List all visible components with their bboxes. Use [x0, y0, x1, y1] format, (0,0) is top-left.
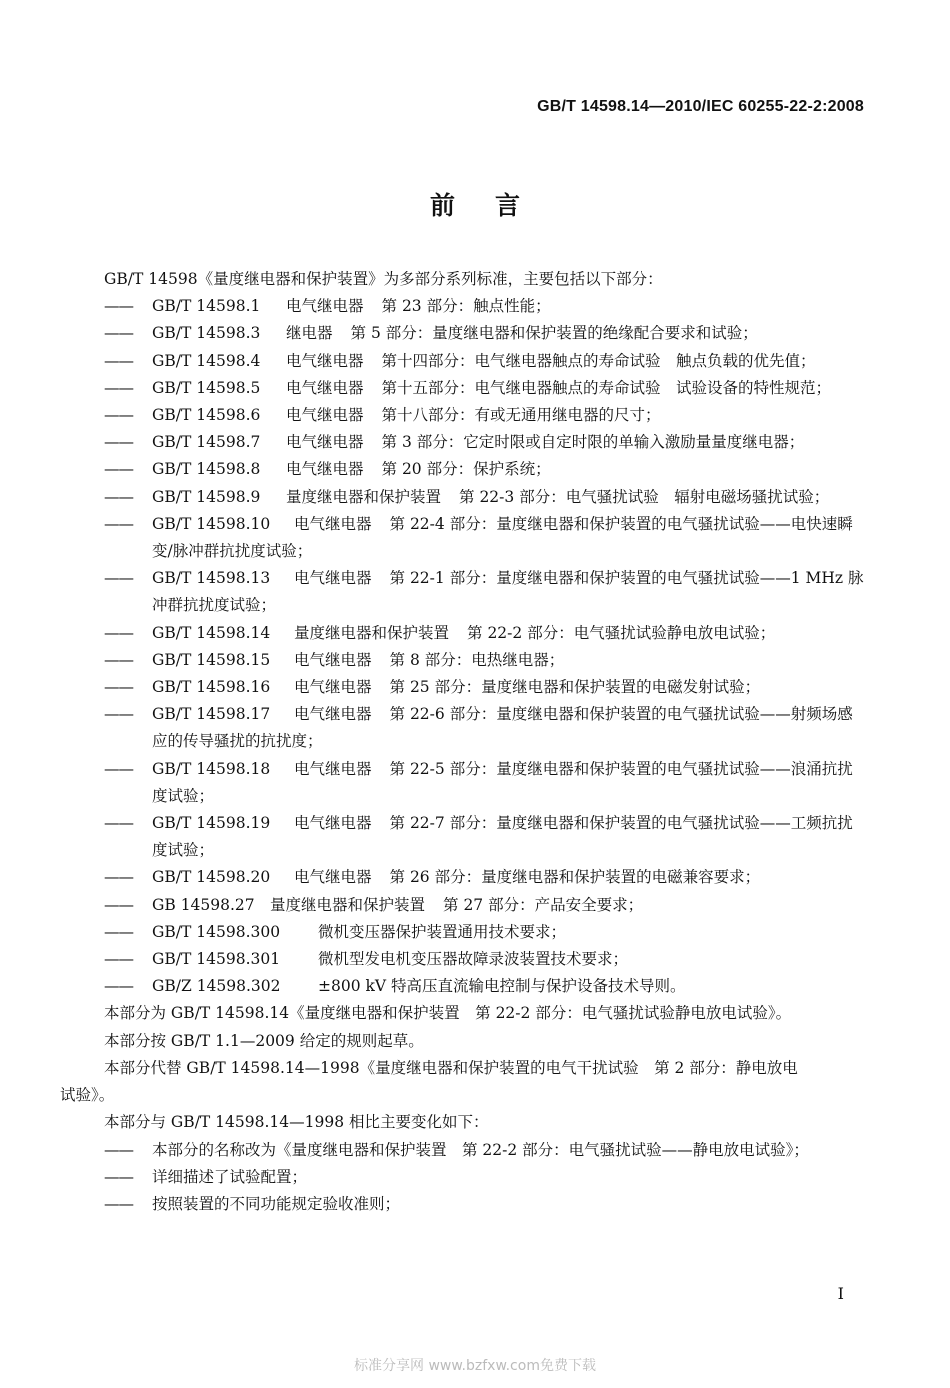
item-dash: —— — [104, 460, 133, 479]
list-item — [87, 375, 867, 402]
standard-name: 量度继电器和保护装置 — [294, 623, 450, 642]
standard-name: 继电器 — [286, 324, 333, 343]
list-item — [87, 892, 867, 919]
item-dash: —— — [104, 351, 133, 370]
list-item — [87, 320, 867, 347]
item-dash: —— — [104, 868, 133, 887]
item-dash: —— — [104, 297, 133, 316]
part-title: 第 3 部分：它定时限或自定时限的单输入激励量量度继电器； — [381, 433, 805, 452]
item-dash: —— — [104, 1167, 133, 1186]
list-item — [87, 429, 867, 456]
list-item — [87, 864, 867, 891]
standard-name: 电气继电器 — [286, 433, 364, 452]
replaces-paragraph-line1: 本部分代替 GB/T 14598.14—1998《量度继电器和保护装置的电气干扰试验 第 2 部分：静电放电 — [104, 1058, 798, 1077]
intro-paragraph: GB/T 14598《量度继电器和保护装置》为多部分系列标准，主要包括以下部分： — [104, 270, 663, 288]
item-text — [152, 647, 867, 674]
item-dash: —— — [104, 678, 133, 697]
standard-code: GB/T 14598.7 — [152, 433, 261, 452]
change-item — [87, 1191, 867, 1218]
changes-list — [87, 1137, 867, 1219]
part-title: 第 20 部分：保护系统； — [381, 460, 551, 479]
list-item — [87, 756, 867, 810]
standard-name: 量度继电器和保护装置 — [270, 895, 426, 914]
this-part-paragraph: 本部分为 GB/T 14598.14《量度继电器和保护装置 第 22-2 部分：电气骚扰试验静电放电试验》。 — [104, 1004, 792, 1023]
item-text — [152, 348, 867, 375]
item-dash: —— — [104, 1140, 133, 1159]
change-text: 本部分的名称改为《量度继电器和保护装置 第 22-2 部分：电气骚扰试验——静电放电试验》； — [152, 1140, 809, 1159]
part-title: 第 22-5 部分：量度继电器和保护装置的电气骚扰试验——浪涌抗扰度试验； — [152, 759, 853, 805]
page-title: 前言 — [429, 191, 560, 220]
item-text — [152, 892, 867, 919]
standard-code: GB/T 14598.8 — [152, 460, 261, 479]
part-title: 第 8 部分：电热继电器； — [389, 650, 565, 669]
standard-name: 电气继电器 — [294, 514, 372, 533]
part-title: 第十八部分：有或无通用继电器的尺寸； — [381, 406, 661, 425]
change-item — [87, 1137, 867, 1164]
standard-name: 电气继电器 — [286, 460, 364, 479]
standard-name: 电气继电器 — [286, 297, 364, 316]
item-text — [152, 375, 867, 402]
standard-code: GB/T 14598.14 — [152, 623, 271, 642]
standard-code: GB/T 14598.16 — [152, 678, 271, 697]
standard-code: GB/T 14598.4 — [152, 351, 261, 370]
standard-code: GB/T 14598.13 — [152, 569, 271, 588]
part-title: 第 22-2 部分：电气骚扰试验静电放电试验； — [467, 623, 776, 642]
list-item — [87, 484, 867, 511]
list-item — [87, 293, 867, 320]
list-item — [87, 348, 867, 375]
standard-code: GB/T 14598.18 — [152, 759, 271, 778]
standard-code: GB/T 14598.19 — [152, 814, 271, 833]
list-item — [87, 620, 867, 647]
standard-code: GB 14598.27 — [152, 895, 255, 914]
standard-name: 电气继电器 — [294, 569, 372, 588]
item-dash: —— — [104, 324, 133, 343]
part-title: 第 22-7 部分：量度继电器和保护装置的电气骚扰试验——工频抗扰度试验； — [152, 814, 853, 860]
item-dash: —— — [104, 650, 133, 669]
item-text — [152, 919, 867, 946]
part-title: 第 5 部分：量度继电器和保护装置的绝缘配合要求和试验； — [350, 324, 758, 343]
item-text — [152, 293, 867, 320]
standard-name: 电气继电器 — [294, 705, 372, 724]
part-title: ±800 kV 特高压直流输电控制与保护设备技术导则。 — [318, 977, 686, 996]
standard-name: 电气继电器 — [286, 378, 364, 397]
item-text — [152, 456, 867, 483]
item-dash: —— — [104, 1194, 133, 1213]
part-title: 第十五部分：电气继电器触点的寿命试验 试验设备的特性规范； — [381, 378, 832, 397]
list-item — [87, 919, 867, 946]
change-text: 按照装置的不同功能规定验收准则； — [152, 1194, 401, 1213]
part-title: 第 22-4 部分：量度继电器和保护装置的电气骚扰试验——电快速瞬变/脉冲群抗扰度试验； — [152, 514, 853, 561]
item-dash: —— — [104, 814, 133, 833]
standard-name: 电气继电器 — [286, 351, 364, 370]
item-text — [152, 320, 867, 347]
standard-code: GB/T 14598.20 — [152, 868, 271, 887]
item-text — [152, 620, 867, 647]
item-dash: —— — [104, 922, 133, 941]
changes-paragraph: 本部分与 GB/T 14598.14—1998 相比主要变化如下： — [104, 1113, 489, 1132]
standard-name: 电气继电器 — [294, 759, 372, 778]
item-dash: —— — [104, 759, 133, 778]
item-dash: —— — [104, 623, 133, 642]
item-text — [152, 810, 867, 864]
item-dash: —— — [104, 378, 133, 397]
item-text — [152, 402, 867, 429]
item-text — [152, 484, 867, 511]
standard-code: GB/T 14598.15 — [152, 650, 271, 669]
part-title: 第 22-6 部分：量度继电器和保护装置的电气骚扰试验——射频场感应的传导骚扰的抗扰度； — [152, 705, 853, 751]
item-text — [152, 973, 867, 1000]
standard-name: 电气继电器 — [286, 406, 364, 425]
drafting-paragraph: 本部分按 GB/T 1.1—2009 给定的规则起草。 — [104, 1031, 424, 1050]
item-dash: —— — [104, 487, 133, 506]
standard-name: 电气继电器 — [294, 650, 372, 669]
part-title: 第 22-3 部分：电气骚扰试验 辐射电磁场骚扰试验； — [459, 487, 830, 506]
page-number: I — [837, 1284, 844, 1303]
list-item — [87, 674, 867, 701]
item-text — [152, 429, 867, 456]
item-dash: —— — [104, 433, 133, 452]
item-dash: —— — [104, 705, 133, 724]
standard-code: GB/T 14598.9 — [152, 487, 261, 506]
item-text — [152, 511, 867, 565]
list-item — [87, 456, 867, 483]
standard-code: GB/T 14598.17 — [152, 705, 271, 724]
part-title: 第 23 部分：触点性能； — [381, 297, 551, 316]
item-dash: —— — [104, 977, 133, 996]
item-dash: —— — [104, 569, 133, 588]
part-title: 第 25 部分：量度继电器和保护装置的电磁发射试验； — [389, 678, 761, 697]
item-dash: —— — [104, 895, 133, 914]
item-dash: —— — [104, 406, 133, 425]
standard-name: 量度继电器和保护装置 — [286, 487, 442, 506]
list-item — [87, 973, 867, 1000]
standard-name: 电气继电器 — [294, 678, 372, 697]
list-item — [87, 402, 867, 429]
part-title: 第 27 部分：产品安全要求； — [443, 895, 644, 914]
item-text — [152, 756, 867, 810]
item-dash: —— — [104, 950, 133, 969]
part-title: 第 26 部分：量度继电器和保护装置的电磁兼容要求； — [389, 868, 761, 887]
list-item — [87, 647, 867, 674]
replaces-paragraph-line2: 试验》。 — [60, 1086, 115, 1105]
part-title: 微机变压器保护装置通用技术要求； — [318, 922, 567, 941]
list-item — [87, 701, 867, 755]
item-text — [152, 946, 867, 973]
standard-code: GB/T 14598.3 — [152, 324, 261, 343]
standard-code: GB/T 14598.5 — [152, 378, 261, 397]
standard-name: 电气继电器 — [294, 814, 372, 833]
item-text — [152, 701, 867, 755]
standard-name: 电气继电器 — [294, 868, 372, 887]
document-body — [60, 266, 867, 1218]
standard-code: GB/T 14598.6 — [152, 406, 261, 425]
part-title: 第十四部分：电气继电器触点的寿命试验 触点负载的优先值； — [381, 351, 816, 370]
standard-code: GB/T 14598.1 — [152, 297, 261, 316]
standard-code: GB/T 14598.10 — [152, 514, 271, 533]
part-title: 第 22-1 部分：量度继电器和保护装置的电气骚扰试验——1 MHz 脉冲群抗扰度试验； — [152, 569, 864, 615]
list-item — [87, 946, 867, 973]
list-item — [87, 565, 867, 619]
part-title: 微机型发电机变压器故障录波装置技术要求； — [318, 950, 629, 969]
change-text: 详细描述了试验配置； — [152, 1167, 308, 1186]
parts-list — [87, 293, 867, 1000]
item-text — [152, 674, 867, 701]
item-dash: —— — [104, 514, 133, 533]
item-text — [152, 565, 867, 619]
change-item — [87, 1164, 867, 1191]
standard-code: GB/T 14598.300 — [152, 922, 281, 941]
standard-code: GB/T 14598.301 — [152, 950, 281, 969]
list-item — [87, 810, 867, 864]
standard-code: GB/Z 14598.302 — [152, 977, 281, 996]
watermark: 标准分享网 www.bzfxw.com免费下载 — [354, 1358, 596, 1374]
item-text — [152, 864, 867, 891]
standard-number: GB/T 14598.14—2010/IEC 60255-22-2:2008 — [537, 98, 864, 115]
list-item — [87, 511, 867, 565]
